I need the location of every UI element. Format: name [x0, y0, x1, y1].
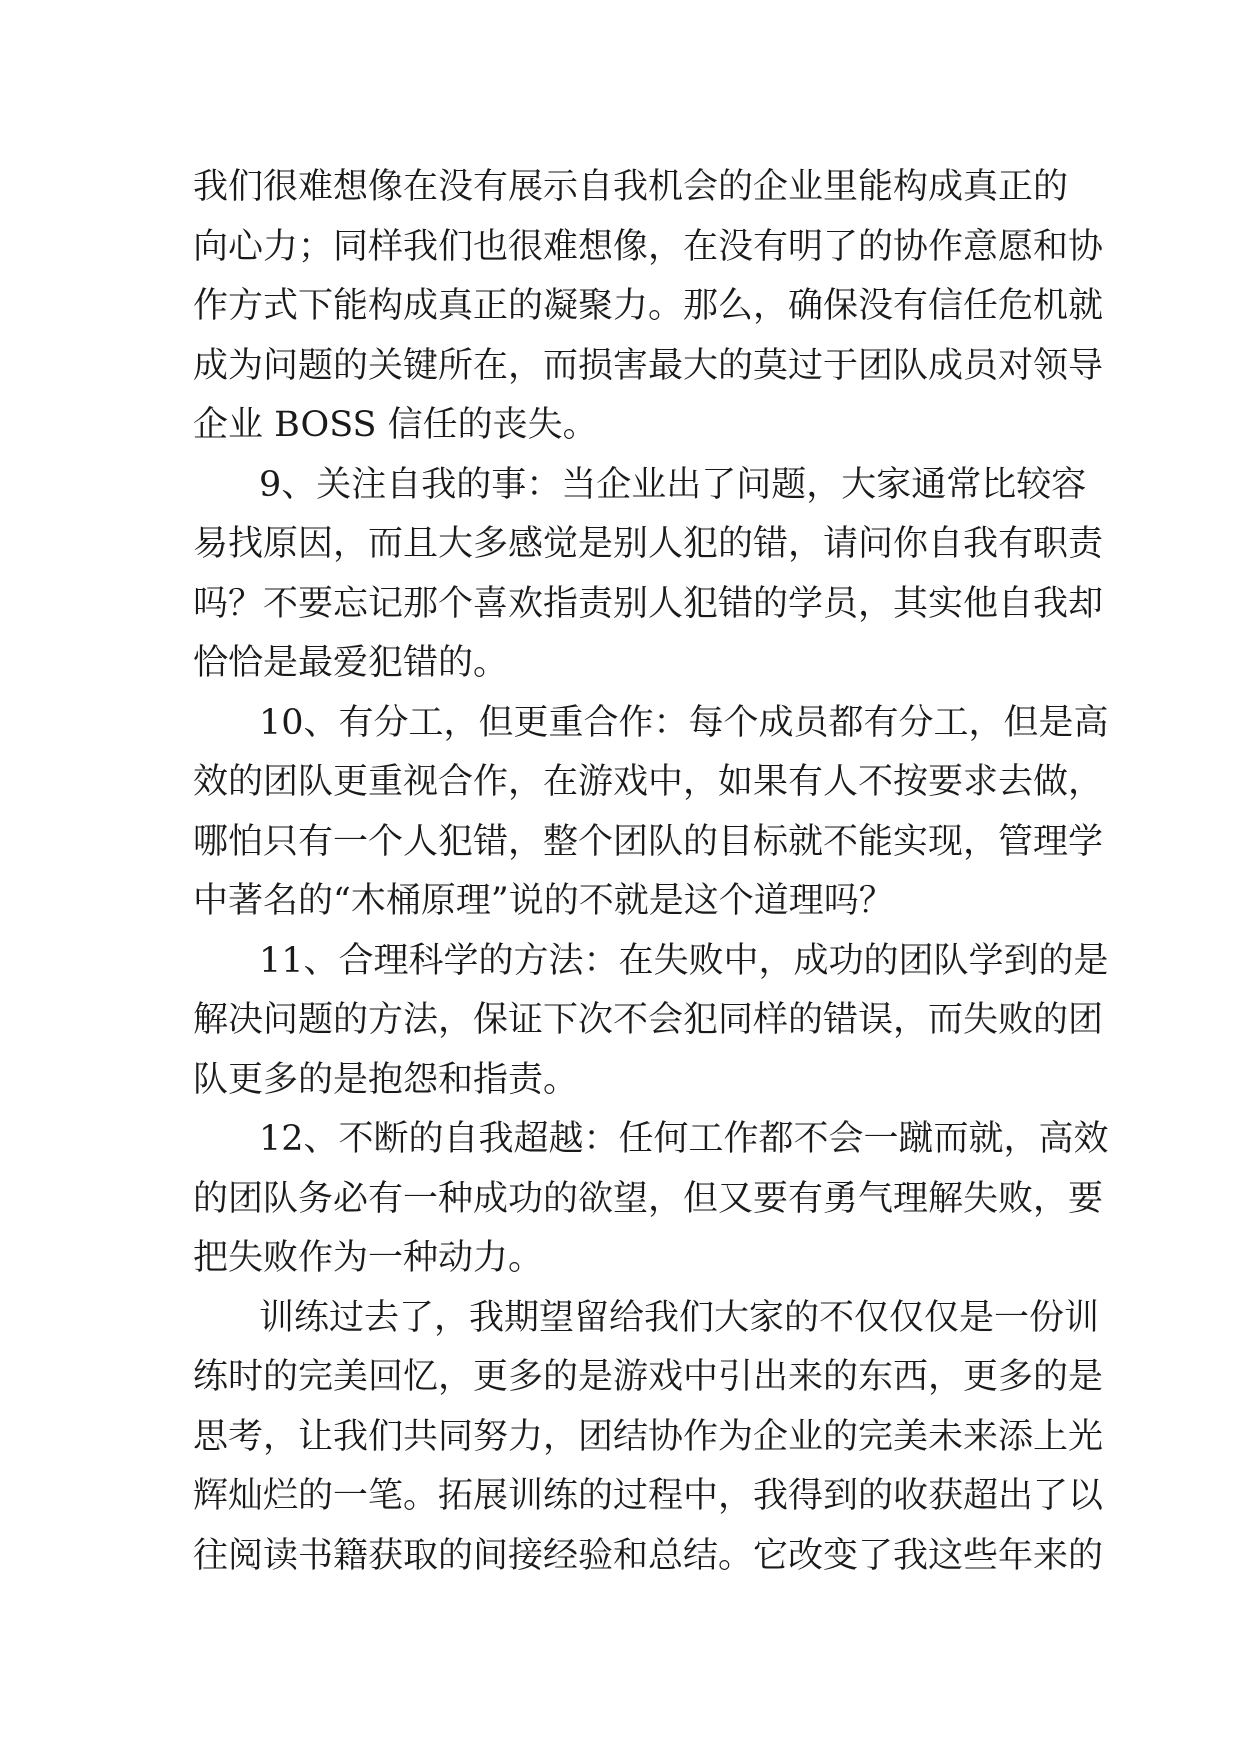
text-line: 哪怕只有一个人犯错，整个团队的目标就不能实现，管理学 [193, 821, 1104, 862]
text-line: 10、有分工，但更重合作：每个成员都有分工，但是高 [259, 702, 1109, 743]
body-text [193, 158, 1109, 1586]
text-line: 中著名的“木桶原理”说的不就是这个道理吗？ [193, 881, 894, 921]
text-line: 9、关注自我的事：当企业出了问题，大家通常比较容 [259, 464, 1087, 505]
text-line: 作方式下能构成真正的凝聚力。那么，确保没有信任危机就 [193, 286, 1104, 326]
text-line: 12、不断的自我超越：任何工作都不会一蹴而就，高效 [259, 1119, 1109, 1159]
text-line: 易找原因，而且大多感觉是别人犯的错，请问你自我有职责 [193, 524, 1104, 564]
text-line: 往阅读书籍获取的间接经验和总结。它改变了我这些年来的 [193, 1535, 1104, 1576]
text-line: 思考，让我们共同努力，团结协作为企业的完美未来添上光 [193, 1416, 1104, 1457]
text-line: 辉灿烂的一笔。拓展训练的过程中，我得到的收获超出了以 [193, 1476, 1104, 1516]
text-line: 效的团队更重视合作，在游戏中，如果有人不按要求去做， [193, 762, 1104, 802]
text-line: 企业 BOSS 信任的丧失。 [193, 405, 598, 445]
text-line: 11、合理科学的方法：在失败中，成功的团队学到的是 [259, 940, 1109, 981]
text-line: 恰恰是最爱犯错的。 [193, 643, 509, 683]
text-line: 把失败作为一种动力。 [193, 1238, 544, 1278]
text-line: 的团队务必有一种成功的欲望，但又要有勇气理解失败，要 [193, 1178, 1104, 1219]
text-line: 成为问题的关键所在，而损害最大的莫过于团队成员对领导 [193, 345, 1104, 386]
text-line: 向心力；同样我们也很难想像，在没有明了的协作意愿和协 [193, 226, 1104, 267]
text-line: 解决问题的方法，保证下次不会犯同样的错误，而失败的团 [193, 1000, 1104, 1040]
text-line: 队更多的是抱怨和指责。 [193, 1059, 579, 1100]
text-line: 练时的完美回忆，更多的是游戏中引出来的东西，更多的是 [193, 1357, 1104, 1397]
text-line: 我们很难想像在没有展示自我机会的企业里能构成真正的 [193, 167, 1069, 207]
text-line: 吗？不要忘记那个喜欢指责别人犯错的学员，其实他自我却 [193, 583, 1104, 624]
text-line: 训练过去了，我期望留给我们大家的不仅仅仅是一份训 [259, 1297, 1100, 1338]
